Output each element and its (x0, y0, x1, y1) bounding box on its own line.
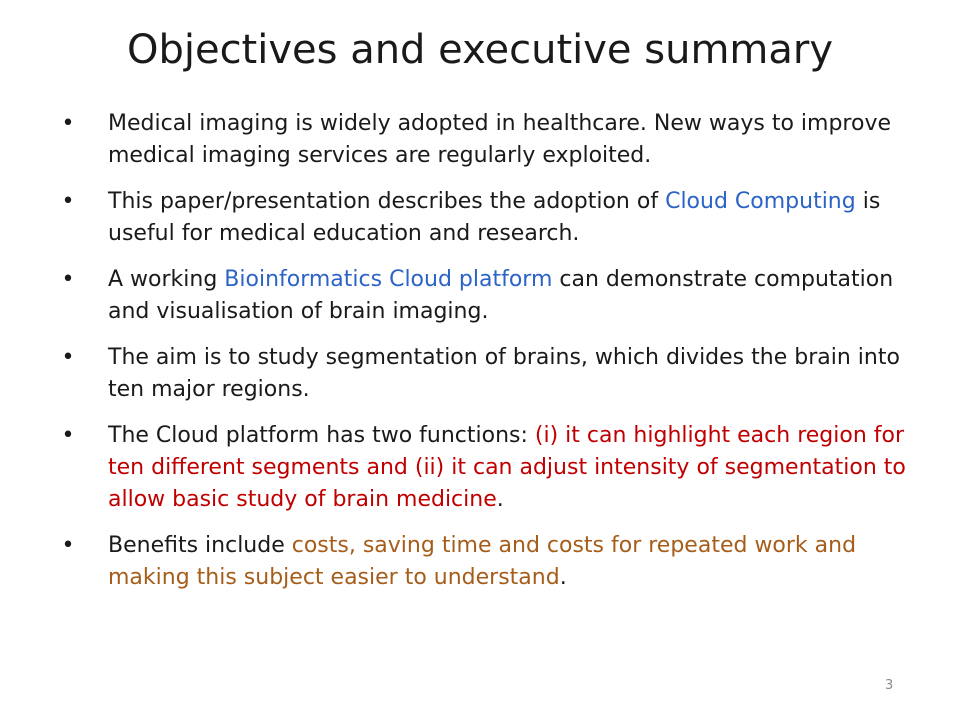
slide-title: Objectives and executive summary (126, 27, 834, 73)
bullet-item-platform-functions (40, 420, 920, 516)
bullet-highlight: costs, saving time and costs for repeated work and making this subject easier to understand (108, 533, 857, 590)
bullet-icon: • (61, 189, 75, 214)
bullet-item-bioinformatics (40, 264, 920, 328)
bullet-item-imaging (40, 108, 920, 172)
bullet-list (40, 108, 920, 608)
bullet-text-post: . (496, 487, 504, 512)
bullet-icon: • (61, 423, 75, 448)
bullet-item-benefits (40, 530, 920, 594)
bullet-text-pre: A working (108, 267, 225, 292)
bullet-text-pre: The Cloud platform has two functions: (108, 423, 535, 448)
bullet-icon: • (61, 345, 75, 370)
bullet-highlight: (i) it can highlight each region for ten different segments and (ii) it can adjust intensity of segmentation to allow basic study of brain medicine (108, 423, 906, 512)
bullet-text-post: is useful for medical education and research. (108, 189, 881, 246)
bullet-highlight: Bioinformatics Cloud platform (224, 267, 553, 292)
bullet-text-pre: Benefits include (108, 533, 292, 558)
bullet-text-post: can demonstrate computation and visualisation of brain imaging. (108, 267, 894, 324)
bullet-icon: • (61, 111, 75, 136)
bullet-item-segmentation (40, 342, 920, 406)
bullet-highlight: Cloud Computing (665, 189, 856, 214)
bullet-icon: • (61, 267, 75, 292)
bullet-text: The aim is to study segmentation of brains, which divides the brain into ten major regions. (108, 345, 900, 402)
bullet-text-pre: This paper/presentation describes the adoption of (108, 189, 666, 214)
page-number: 3 (885, 678, 894, 693)
bullet-text-post: . (559, 565, 567, 590)
bullet-icon: • (61, 533, 75, 558)
bullet-item-cloud-computing (40, 186, 920, 250)
bullet-text: Medical imaging is widely adopted in healthcare. New ways to improve medical imaging services are regularly exploited. (108, 111, 892, 168)
